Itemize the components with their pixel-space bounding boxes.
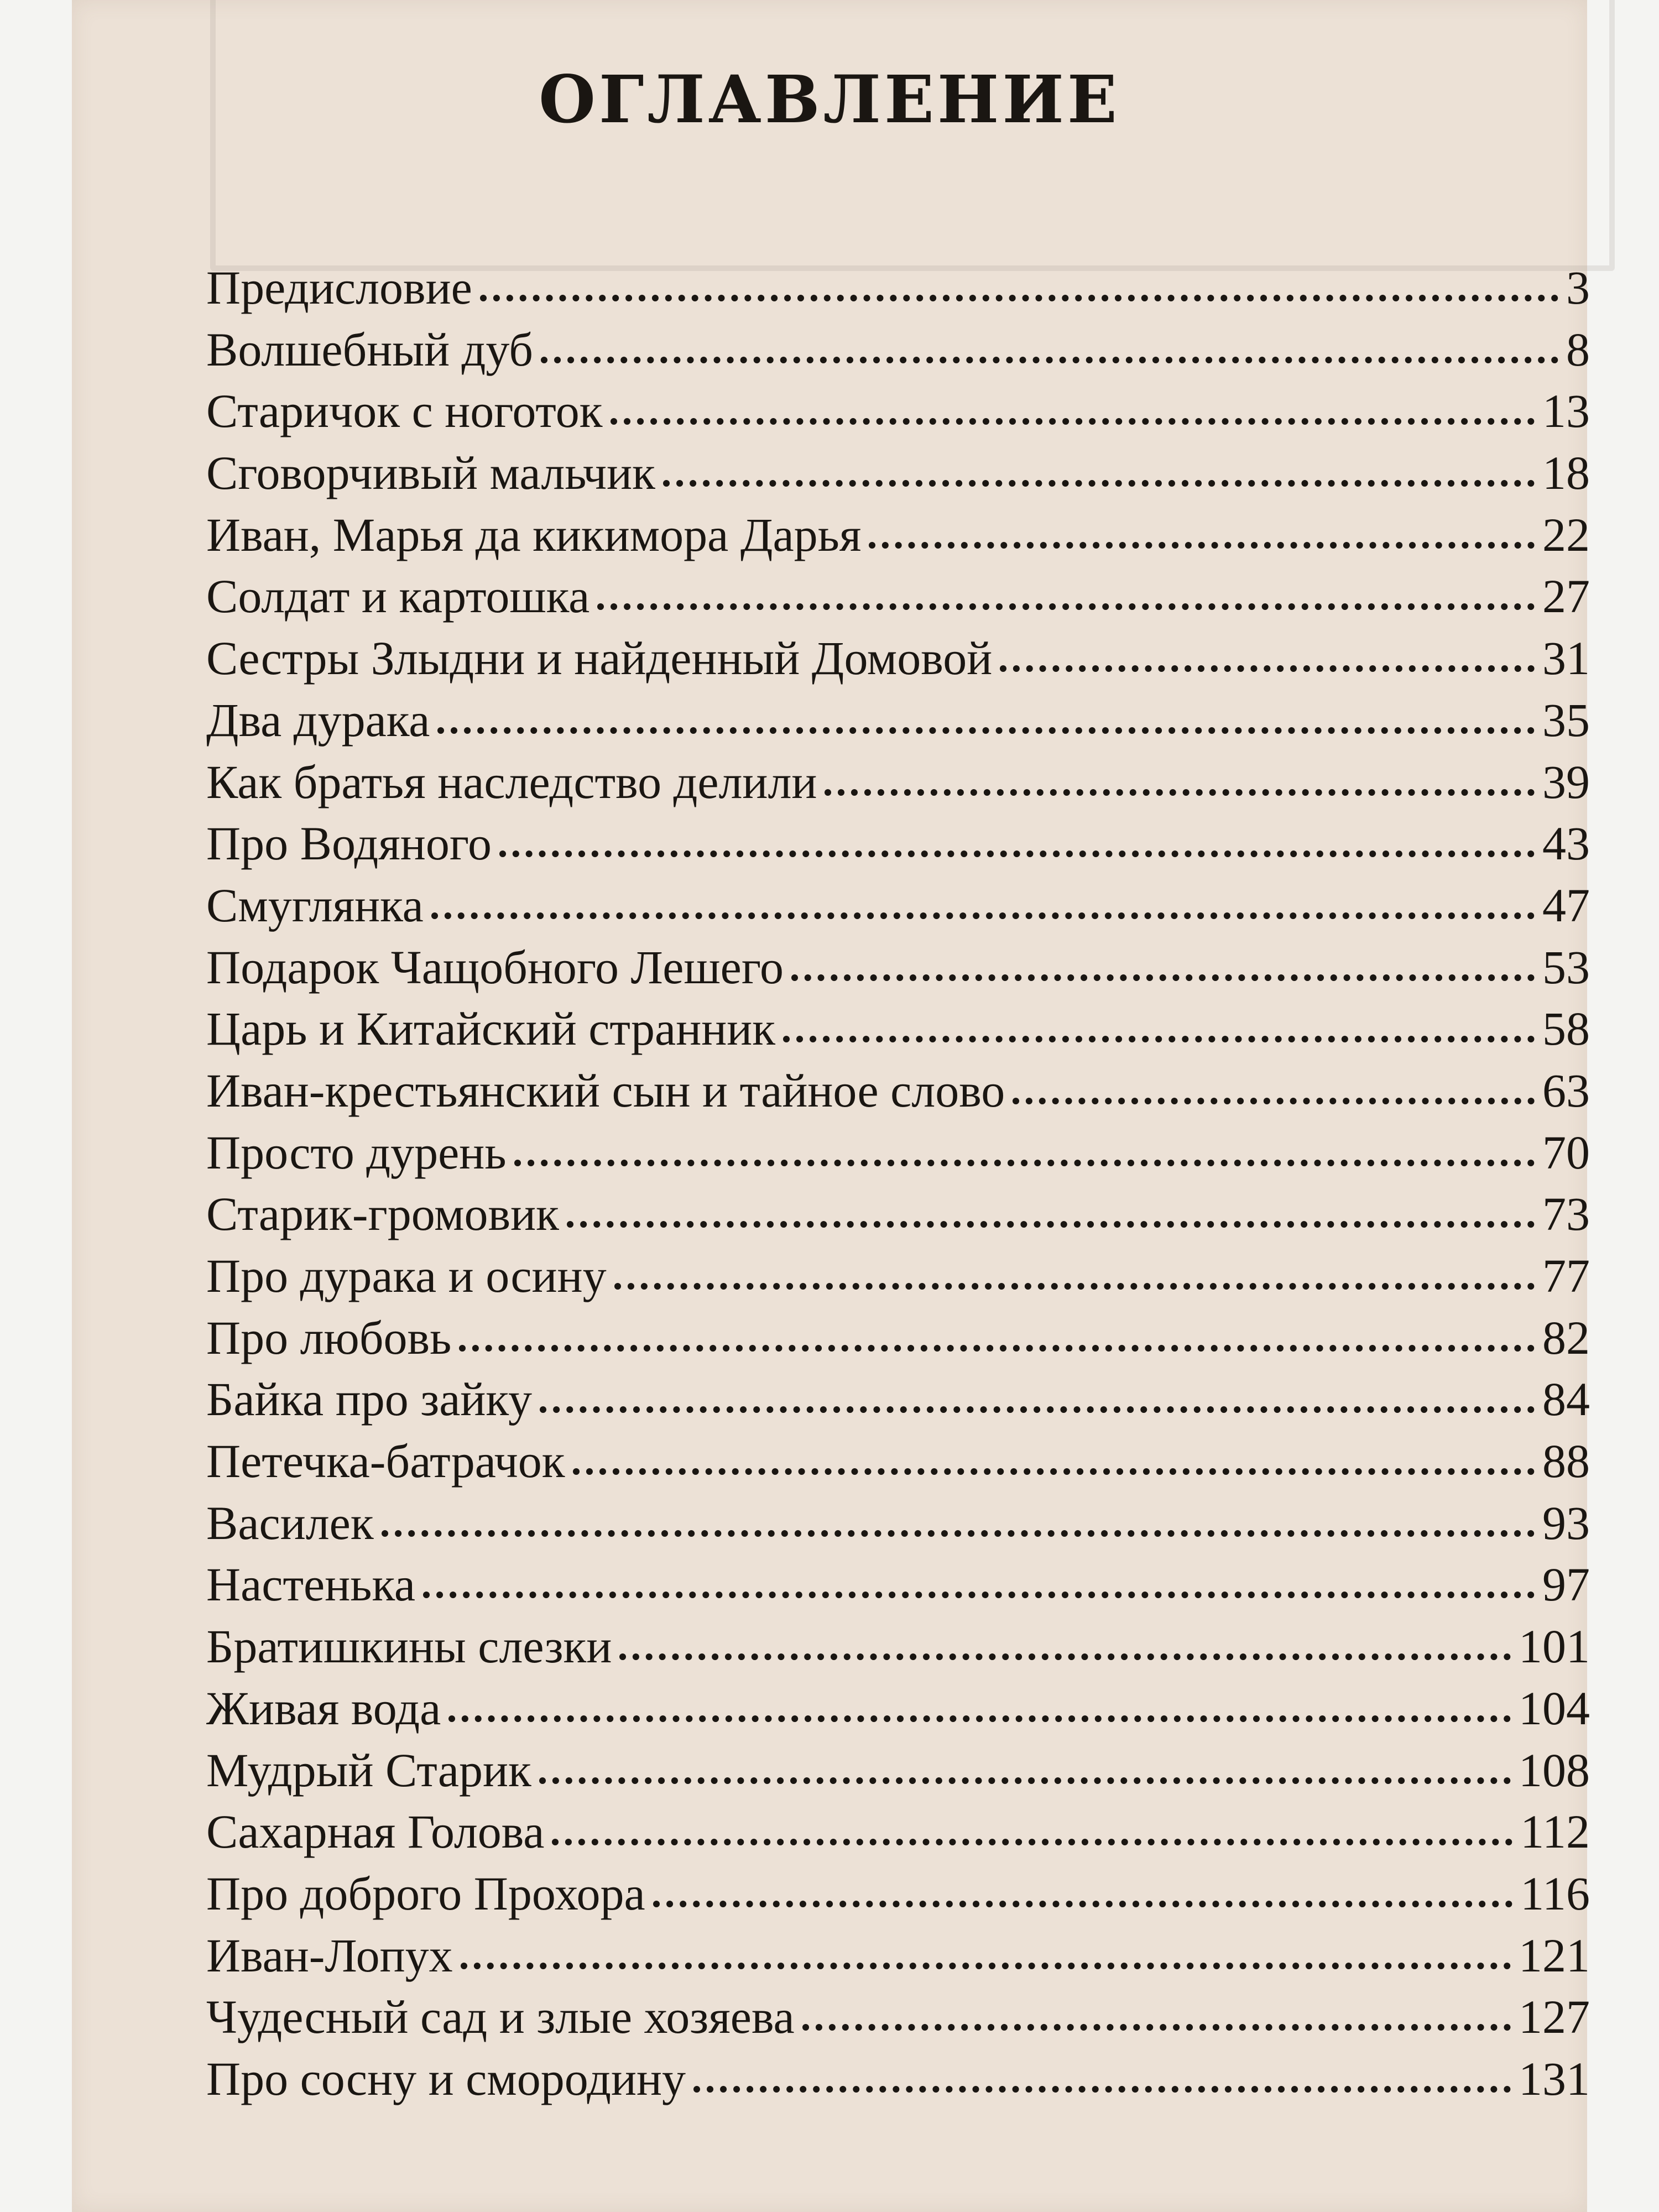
- toc-entry-title: Про Водяного: [206, 817, 492, 870]
- toc-entry: [206, 260, 1590, 322]
- toc-entry: [206, 1866, 1590, 1928]
- toc-entry: [206, 445, 1590, 507]
- dot-leader: [1013, 1098, 1535, 1104]
- dot-leader: [382, 1530, 1535, 1537]
- table-of-contents: [206, 260, 1590, 2113]
- toc-entry: [206, 1557, 1590, 1619]
- toc-entry-title: Про сосну и смородину: [206, 2052, 686, 2105]
- toc-entry-title: Просто дурень: [206, 1125, 507, 1179]
- toc-entry-page-number: 127: [1519, 1990, 1590, 2044]
- dot-leader: [791, 974, 1535, 981]
- toc-entry-page-number: 35: [1542, 693, 1590, 747]
- toc-entry-title: Сахарная Голова: [206, 1805, 545, 1859]
- page-title: ОГЛАВЛЕНИЕ: [539, 61, 1120, 138]
- toc-entry-page-number: 70: [1542, 1125, 1590, 1179]
- toc-entry: [206, 568, 1590, 630]
- dot-leader: [541, 357, 1558, 363]
- toc-entry-page-number: 73: [1542, 1187, 1590, 1241]
- toc-entry-page-number: 31: [1542, 632, 1590, 685]
- dot-leader: [480, 295, 1558, 301]
- dot-leader: [499, 851, 1535, 857]
- toc-entry: [206, 692, 1590, 754]
- dot-leader: [552, 1839, 1512, 1845]
- toc-entry: [206, 1310, 1590, 1372]
- toc-entry-title: Чудесный сад и злые хозяева: [206, 1990, 795, 2044]
- dot-leader: [597, 603, 1535, 610]
- dot-leader: [614, 1283, 1535, 1290]
- toc-entry-title: Иван-крестьянский сын и тайное слово: [206, 1063, 1005, 1117]
- toc-entry-title: Солдат и картошка: [206, 570, 590, 623]
- toc-entry-title: Иван, Марья да кикимора Дарья: [206, 508, 862, 561]
- toc-entry-page-number: 104: [1519, 1681, 1590, 1735]
- dot-leader: [619, 1653, 1511, 1660]
- toc-entry-page-number: 8: [1566, 322, 1590, 376]
- toc-entry-title: Живая вода: [206, 1681, 441, 1735]
- toc-entry: [206, 1371, 1590, 1433]
- dot-leader: [653, 1901, 1513, 1907]
- dot-leader: [423, 1592, 1535, 1598]
- book-page: [72, 0, 1590, 2212]
- toc-entry: [206, 1125, 1590, 1187]
- dot-leader: [611, 418, 1535, 425]
- toc-entry-page-number: 18: [1542, 446, 1590, 500]
- toc-entry-page-number: 77: [1542, 1249, 1590, 1302]
- toc-entry: [206, 383, 1590, 445]
- toc-entry: [206, 878, 1590, 940]
- toc-entry: [206, 630, 1590, 692]
- toc-entry: [206, 1495, 1590, 1557]
- dot-leader: [514, 1160, 1535, 1166]
- toc-entry-page-number: 13: [1542, 384, 1590, 438]
- toc-entry: [206, 1063, 1590, 1125]
- toc-entry-title: Про любовь: [206, 1311, 452, 1364]
- toc-entry-page-number: 43: [1542, 817, 1590, 870]
- toc-entry-page-number: 58: [1542, 1002, 1590, 1056]
- toc-entry: [206, 1743, 1590, 1804]
- toc-entry-page-number: 93: [1542, 1496, 1590, 1550]
- toc-entry-page-number: 84: [1542, 1373, 1590, 1426]
- dot-leader: [567, 1221, 1535, 1228]
- toc-entry-title: Волшебный дуб: [206, 322, 533, 376]
- toc-entry-page-number: 88: [1542, 1434, 1590, 1488]
- toc-entry-page-number: 53: [1542, 940, 1590, 994]
- toc-entry-title: Василек: [206, 1496, 374, 1550]
- toc-entry-page-number: 47: [1542, 878, 1590, 932]
- dot-leader: [461, 1963, 1511, 1969]
- dot-leader: [437, 727, 1535, 734]
- toc-entry-page-number: 3: [1566, 261, 1590, 314]
- toc-entry-title: Как братья наследство делили: [206, 755, 817, 808]
- toc-entry: [206, 2051, 1590, 2113]
- toc-entry: [206, 1928, 1590, 1990]
- toc-entry-title: Подарок Чащобного Лешего: [206, 940, 784, 994]
- toc-entry: [206, 1186, 1590, 1248]
- toc-entry-title: Старичок с ноготок: [206, 384, 603, 438]
- toc-entry-title: Сговорчивый мальчик: [206, 446, 655, 500]
- toc-entry-title: Два дурака: [206, 693, 430, 747]
- toc-entry: [206, 507, 1590, 569]
- dot-leader: [802, 2024, 1511, 2031]
- toc-entry-title: Смуглянка: [206, 878, 424, 932]
- dot-leader: [459, 1345, 1535, 1352]
- toc-entry-title: Байка про зайку: [206, 1373, 532, 1426]
- toc-entry-title: Настенька: [206, 1558, 416, 1611]
- dot-leader: [573, 1468, 1535, 1475]
- toc-entry-page-number: 39: [1542, 755, 1590, 808]
- toc-entry-page-number: 131: [1519, 2052, 1590, 2105]
- toc-entry-page-number: 112: [1520, 1805, 1590, 1859]
- toc-entry: [206, 1001, 1590, 1063]
- toc-entry: [206, 1433, 1590, 1495]
- toc-entry-page-number: 82: [1542, 1311, 1590, 1364]
- dot-leader: [540, 1406, 1535, 1413]
- toc-entry-title: Петечка-батрачок: [206, 1434, 565, 1488]
- toc-entry: [206, 1681, 1590, 1743]
- dot-leader: [431, 912, 1535, 919]
- toc-entry-title: Предисловие: [206, 261, 472, 314]
- toc-entry: [206, 816, 1590, 878]
- dot-leader: [539, 1777, 1511, 1784]
- toc-entry: [206, 1248, 1590, 1310]
- toc-entry-title: Мудрый Старик: [206, 1743, 531, 1797]
- toc-entry-title: Про доброго Прохора: [206, 1866, 645, 1920]
- toc-entry-title: Старик-громовик: [206, 1187, 559, 1241]
- toc-entry-title: Иван-Лопух: [206, 1928, 453, 1982]
- dot-leader: [693, 2086, 1511, 2093]
- dot-leader: [448, 1715, 1511, 1722]
- toc-entry: [206, 1989, 1590, 2051]
- toc-entry-page-number: 27: [1542, 570, 1590, 623]
- dot-leader: [825, 789, 1535, 796]
- toc-entry-page-number: 108: [1519, 1743, 1590, 1797]
- dot-leader: [1000, 665, 1535, 672]
- toc-entry: [206, 754, 1590, 816]
- toc-entry: [206, 322, 1590, 384]
- toc-entry-page-number: 121: [1519, 1928, 1590, 1982]
- dot-leader: [783, 1036, 1535, 1042]
- toc-entry-page-number: 101: [1519, 1620, 1590, 1673]
- toc-entry-title: Царь и Китайский странник: [206, 1002, 776, 1056]
- toc-entry-title: Сестры Злыдни и найденный Домовой: [206, 632, 993, 685]
- toc-entry: [206, 1619, 1590, 1681]
- toc-entry: [206, 1804, 1590, 1866]
- dot-leader: [869, 542, 1535, 549]
- toc-entry-title: Про дурака и осину: [206, 1249, 607, 1302]
- toc-entry-page-number: 63: [1542, 1063, 1590, 1117]
- toc-entry-title: Братишкины слезки: [206, 1620, 612, 1673]
- dot-leader: [663, 480, 1535, 487]
- toc-entry-page-number: 116: [1520, 1866, 1590, 1920]
- toc-entry-page-number: 22: [1542, 508, 1590, 561]
- toc-entry-page-number: 97: [1542, 1558, 1590, 1611]
- toc-entry: [206, 940, 1590, 1001]
